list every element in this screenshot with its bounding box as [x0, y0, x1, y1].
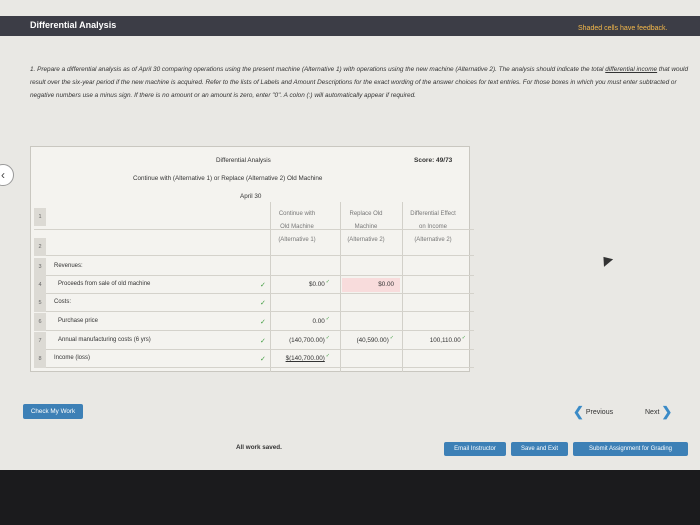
correct-check-icon: ✓	[260, 356, 266, 363]
row-label-proceeds[interactable]: Proceeds from sale of old machine	[58, 281, 151, 287]
correct-check-icon: ✓	[260, 338, 266, 345]
proceeds-alt1-input[interactable]	[278, 278, 336, 292]
row-number: 7	[34, 332, 46, 350]
cell-value: (140,700.00)	[289, 337, 325, 344]
cell-value: $0.00	[309, 281, 325, 288]
panel-title: Differential Analysis	[216, 157, 271, 164]
score-display: Score: 49/73	[414, 157, 453, 164]
feedback-note: Shaded cells have feedback.	[578, 25, 668, 32]
analysis-grid	[34, 202, 474, 372]
panel-date: April 30	[240, 193, 262, 200]
cell-value: (40,590.00)	[356, 337, 389, 344]
mfg-differential-input[interactable]	[404, 334, 472, 348]
correct-check-icon: ✓	[325, 335, 330, 341]
panel-subtitle: Continue with (Alternative 1) or Replace (Alternative 2) Old Machine	[133, 175, 323, 182]
correct-check-icon: ✓	[325, 316, 330, 322]
mfg-alt2-input[interactable]	[342, 334, 400, 348]
table-row	[34, 208, 474, 230]
correct-check-icon: ✓	[389, 335, 394, 341]
previous-label: Previous	[585, 408, 614, 416]
email-instructor-button[interactable]: Email Instructor	[444, 442, 506, 456]
table-row	[34, 258, 474, 276]
row-number: 1	[34, 208, 46, 226]
column-header-line: Old Machine	[280, 224, 314, 230]
income-alt1-input[interactable]	[278, 352, 336, 366]
row-number: 8	[34, 350, 46, 368]
correct-check-icon: ✓	[461, 335, 466, 341]
row-number: 6	[34, 313, 46, 331]
row-number: 4	[34, 276, 46, 294]
row-number: 3	[34, 258, 46, 276]
cell-value: 100,110.00	[429, 337, 461, 344]
column-header-line: Differential Effect	[410, 211, 456, 217]
mfg-alt1-input[interactable]	[278, 334, 336, 348]
chevron-left-icon: ❮	[573, 404, 584, 419]
check-my-work-button[interactable]: Check My Work	[23, 404, 83, 419]
save-status: All work saved.	[236, 444, 282, 451]
row-label-manufacturing-costs[interactable]: Annual manufacturing costs (6 yrs)	[58, 337, 151, 343]
table-row	[34, 313, 474, 331]
table-row	[34, 332, 474, 350]
correct-check-icon: ✓	[260, 319, 266, 326]
correct-check-icon: ✓	[325, 353, 330, 359]
save-and-exit-button[interactable]: Save and Exit	[511, 442, 568, 456]
table-row	[34, 276, 474, 294]
row-label-income[interactable]: Income (loss)	[54, 355, 91, 361]
cell-value: 0.00	[312, 318, 325, 325]
row-number: 2	[34, 238, 46, 256]
table-row	[34, 350, 474, 368]
table-row	[34, 238, 474, 256]
correct-check-icon: ✓	[260, 300, 266, 307]
column-header-line: (Alternative 1)	[278, 237, 316, 243]
column-header-line: on Income	[418, 224, 448, 230]
next-label: Next	[645, 408, 660, 416]
column-header-line: (Alternative 2)	[414, 237, 452, 243]
instructions-part1: 1. Prepare a differential analysis as of April 30 comparing operations using the present machine (Alternative 1) with operations using the new machine (Alternative 2). The analysis should indicate the total	[30, 66, 606, 73]
cell-value: $0.00	[378, 281, 394, 288]
window-title: Differential Analysis	[30, 20, 117, 30]
table-row	[34, 294, 474, 312]
row-label-purchase-price[interactable]: Purchase price	[58, 318, 99, 324]
purchase-alt1-input[interactable]	[278, 315, 336, 329]
column-header-line: Continue with	[278, 211, 316, 217]
title-bar	[0, 16, 700, 36]
mouse-cursor-icon	[599, 253, 613, 267]
proceeds-alt2-input[interactable]	[342, 278, 400, 292]
instructions-part2: that would result over the six-year period if the new machine is acquired. Refer to the lists of Labels and Amount Descriptions for the exact wording of the answer choices for text entries. For those boxes in which you must enter subtracted or negative numbers use a minus sign. If there is no amount or an amount is zero, enter "0". A colon (:) will automatically appear if required.	[30, 66, 689, 99]
row-label-revenues[interactable]: Revenues:	[54, 263, 83, 269]
submit-assignment-button[interactable]: Submit Assignment for Grading	[573, 442, 688, 456]
correct-check-icon: ✓	[260, 282, 266, 289]
collapse-panel-chevron-icon[interactable]: ‹	[0, 164, 14, 186]
correct-check-icon: ✓	[325, 279, 330, 285]
instructions-text	[30, 63, 690, 102]
column-header-line: Replace Old	[349, 211, 383, 217]
differential-income-link[interactable]: differential income	[605, 66, 658, 73]
chevron-right-icon: ❯	[661, 404, 673, 419]
row-label-costs[interactable]: Costs:	[54, 299, 72, 305]
previous-button[interactable]	[573, 404, 613, 420]
next-button[interactable]	[645, 404, 672, 420]
column-header-line: (Alternative 2)	[347, 237, 385, 243]
row-number: 5	[34, 294, 46, 312]
column-header-line: Machine	[354, 224, 378, 230]
cell-value: $(140,700.00)	[285, 355, 325, 362]
